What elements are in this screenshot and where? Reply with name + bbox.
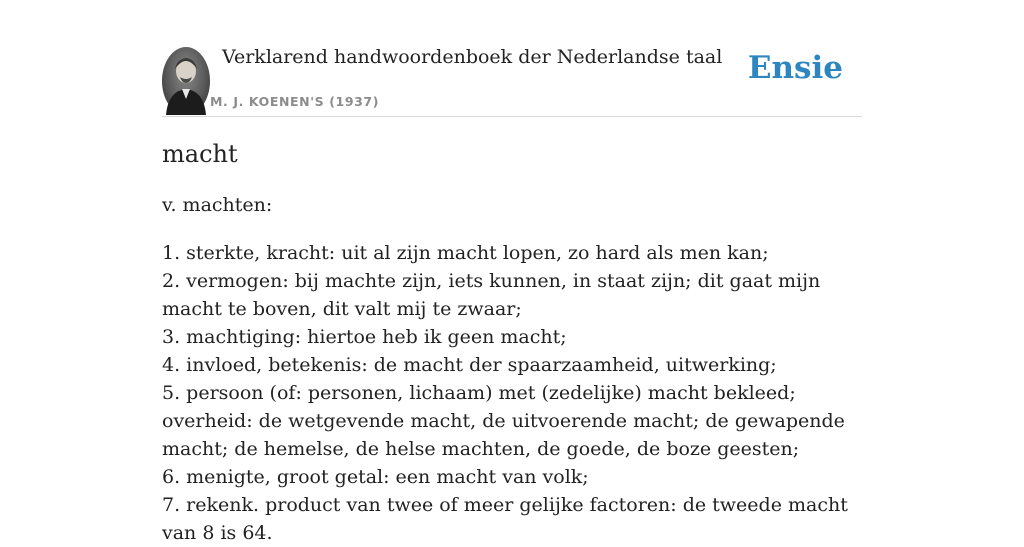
ensie-logo-link[interactable]: Ensie xyxy=(747,50,843,86)
definition-item: 4. invloed, betekenis: de macht der spaarzaamheid, uitwerking; xyxy=(162,354,777,376)
definition-item: 6. menigte, groot getal: een macht van volk; xyxy=(162,466,589,488)
book-author: M. J. KOENEN'S (1937) xyxy=(210,94,380,109)
definition-item: 2. vermogen: bij machte zijn, iets kunnen, in staat zijn; dit gaat mijn macht te boven, dit valt mij te zwaar; xyxy=(162,270,821,320)
entry-grammar: v. machten: xyxy=(162,194,273,216)
definition-item: 5. persoon (of: personen, lichaam) met (zedelijke) macht bekleed; overheid: de wetgevende macht, de uitvoerende macht; de gewapende macht; de hemelse, de helse machten, de goede, de boze geesten; xyxy=(162,382,845,460)
definition-item: 3. machtiging: hiertoe heb ik geen macht; xyxy=(162,326,567,348)
entry-headword: macht xyxy=(162,140,238,168)
definitions-list xyxy=(162,239,862,547)
header xyxy=(162,44,862,117)
book-title: Verklarend handwoordenboek der Nederlandse taal xyxy=(222,46,723,68)
definition-item: 7. rekenk. product van twee of meer gelijke factoren: de tweede macht van 8 is 64. xyxy=(162,494,848,544)
definition-item: 1. sterkte, kracht: uit al zijn macht lopen, zo hard als men kan; xyxy=(162,242,769,264)
author-portrait-icon xyxy=(162,47,210,115)
